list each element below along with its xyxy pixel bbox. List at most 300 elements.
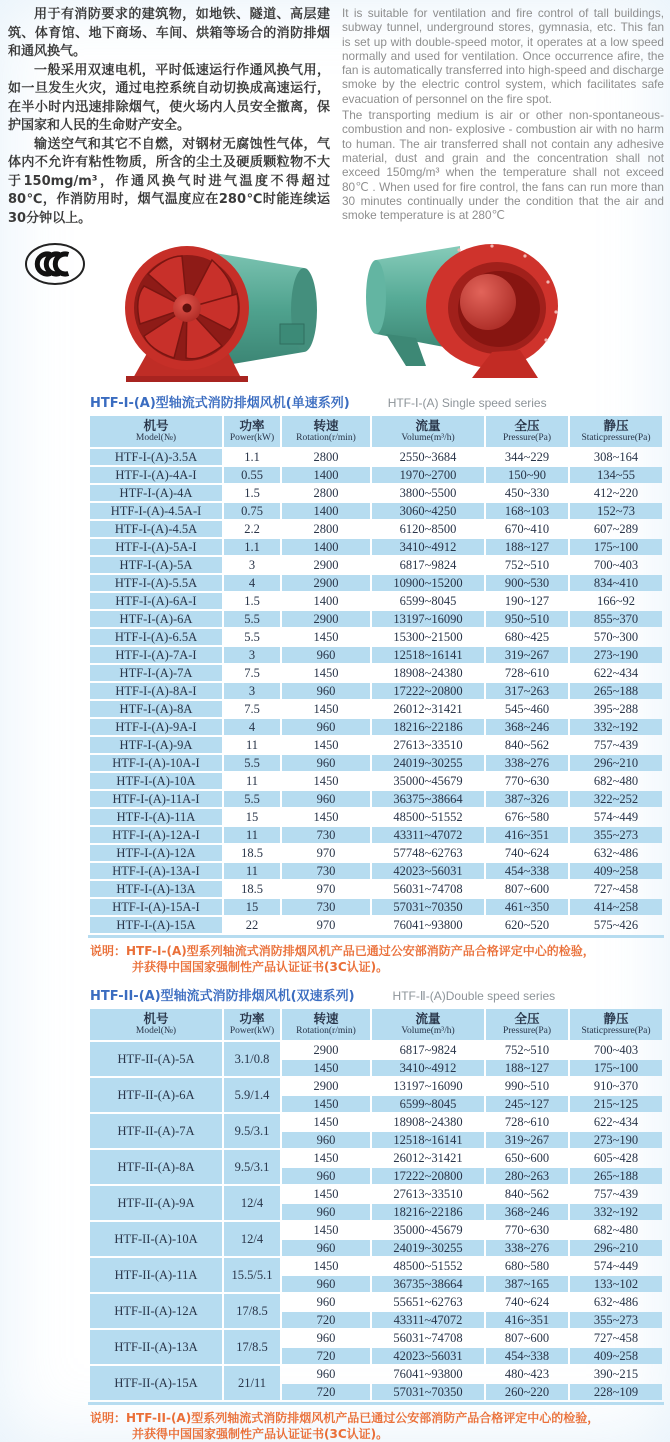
value-cell: 57031~70350 xyxy=(372,899,484,915)
value-cell: 960 xyxy=(316,1366,336,1381)
value-cell: 1450 xyxy=(313,1114,339,1129)
value-cell: 2900 xyxy=(313,557,339,572)
value-cell: 730 xyxy=(282,863,370,879)
value-cell: 2900 xyxy=(313,1042,339,1057)
value-cell: 834~410 xyxy=(570,575,662,591)
model-cell: HTF-I-(A)-5A xyxy=(90,557,222,573)
value-cell: 5.5 xyxy=(244,629,260,644)
value-cell: 770~630 xyxy=(504,1222,550,1237)
note-line: 并获得中国国家强制性产品认证证书(3C认证)。 xyxy=(132,1427,389,1441)
value-cell: 215~125 xyxy=(570,1096,662,1112)
value-cell: 168~103 xyxy=(486,503,568,519)
value-cell: 48500~51552 xyxy=(393,1258,463,1273)
value-cell: 27613~33510 xyxy=(393,1186,463,1201)
value-cell: 6599~8045 xyxy=(399,593,457,608)
value-cell: 76041~93800 xyxy=(393,917,463,932)
value-cell: 545~460 xyxy=(504,701,550,716)
column-header: 全压 Pressure(Pa) xyxy=(486,1009,568,1040)
value-cell: 3800~5500 xyxy=(399,485,457,500)
column-header: 机号 Model(№) xyxy=(90,1009,222,1040)
value-cell: 1.5 xyxy=(244,593,260,608)
value-cell: 11 xyxy=(245,773,259,788)
table-row xyxy=(90,521,662,537)
table-row xyxy=(90,557,662,573)
table2-caption-zh: HTF-II-(A)型轴流式消防排烟风机(双速系列) xyxy=(90,989,355,1004)
value-cell: 1450 xyxy=(313,665,339,680)
value-cell: 5.5 xyxy=(224,755,280,771)
table2-header xyxy=(90,1009,662,1040)
value-cell: 855~370 xyxy=(570,611,662,627)
value-cell: 5.5 xyxy=(224,611,280,627)
model-cell: HTF-I-(A)-4.5A-I xyxy=(90,503,222,519)
value-cell: 960 xyxy=(282,683,370,699)
intro-en-paragraph: It is suitable for ventilation and fire control of tall buildings, subway tunnel, underground stores, gymnasia, etc. This fan is set up with double-speed motor, it operates at a low speed normally and used for ventilation. Once occurrence afire, the fan is automatically transferred into high-speed and discharge smoke by the electric control system, which facilitates safe evacuation of personnel on the fire spot. xyxy=(342,6,664,106)
value-cell: 3 xyxy=(224,647,280,663)
intro-chinese xyxy=(8,6,330,228)
value-cell: 17222~20800 xyxy=(372,683,484,699)
value-cell: 409~258 xyxy=(570,863,662,879)
model-cell: HTF-I-(A)-10A xyxy=(90,773,222,789)
value-cell: 0.55 xyxy=(224,467,280,483)
value-cell: 574~449 xyxy=(593,809,639,824)
table-row xyxy=(90,467,662,483)
model-cell: HTF-I-(A)-6A xyxy=(90,611,222,627)
table-row xyxy=(90,845,662,861)
value-cell: 57031~70350 xyxy=(372,1384,484,1400)
value-cell: 605~428 xyxy=(593,1150,639,1165)
note-line: 说明：HTF-I-(A)型系列轴流式消防排烟风机产品已通过公安部消防产品合格评定中心的检验， xyxy=(90,944,595,958)
model-cell: HTF-I-(A)-7A-I xyxy=(90,647,222,663)
single-speed-section xyxy=(88,392,666,975)
value-cell: 960 xyxy=(316,1294,336,1309)
value-cell: 1.5 xyxy=(244,485,260,500)
table1-body xyxy=(90,449,662,933)
value-cell: 807~600 xyxy=(504,1330,550,1345)
value-cell: 355~273 xyxy=(570,827,662,843)
value-cell: 1450 xyxy=(282,1096,370,1112)
value-cell: 950~510 xyxy=(486,611,568,627)
table-row xyxy=(90,881,662,897)
table-row xyxy=(90,1078,662,1094)
value-cell: 840~562 xyxy=(504,737,550,752)
model-cell: HTF-I-(A)-12A xyxy=(90,845,222,861)
model-cell: HTF-II-(A)-11A xyxy=(90,1258,222,1292)
value-cell: 960 xyxy=(316,1330,336,1345)
value-cell: 2900 xyxy=(282,575,370,591)
table-row xyxy=(90,917,662,933)
fan-side-view-image xyxy=(360,234,565,382)
value-cell: 5.5 xyxy=(224,791,280,807)
value-cell: 12518~16141 xyxy=(372,647,484,663)
value-cell: 4 xyxy=(224,719,280,735)
value-cell: 1450 xyxy=(313,701,339,716)
value-cell: 11 xyxy=(224,863,280,879)
value-cell: 24019~30255 xyxy=(372,755,484,771)
power-cell: 21/11 xyxy=(224,1366,280,1400)
table-row xyxy=(90,899,662,915)
fan-front-view-image xyxy=(92,232,337,382)
column-header: 功率 Power(kW) xyxy=(224,1009,280,1040)
value-cell: 730 xyxy=(282,899,370,915)
value-cell: 0.75 xyxy=(224,503,280,519)
value-cell: 175~100 xyxy=(570,539,662,555)
table2-caption xyxy=(90,985,666,1004)
value-cell: 7.5 xyxy=(244,665,260,680)
model-cell: HTF-I-(A)-15A xyxy=(90,917,222,933)
value-cell: 461~350 xyxy=(486,899,568,915)
model-cell: HTF-II-(A)-15A xyxy=(90,1366,222,1400)
table-row xyxy=(90,1042,662,1058)
value-cell: 1400 xyxy=(282,503,370,519)
value-cell: 3410~4912 xyxy=(372,539,484,555)
value-cell: 319~267 xyxy=(486,1132,568,1148)
table-row xyxy=(90,1258,662,1274)
table-row xyxy=(90,593,662,609)
value-cell: 720 xyxy=(282,1384,370,1400)
value-cell: 188~127 xyxy=(486,1060,568,1076)
value-cell: 990~510 xyxy=(504,1078,550,1093)
table-row xyxy=(90,1330,662,1346)
model-cell: HTF-I-(A)-11A-I xyxy=(90,791,222,807)
power-cell: 17/8.5 xyxy=(224,1330,280,1364)
value-cell: 15 xyxy=(245,809,259,824)
power-cell: 5.9/1.4 xyxy=(224,1078,280,1112)
column-header: 机号 Model(№) xyxy=(90,416,222,447)
value-cell: 273~190 xyxy=(570,1132,662,1148)
power-cell: 9.5/3.1 xyxy=(224,1150,280,1184)
value-cell: 960 xyxy=(282,755,370,771)
value-cell: 18908~24380 xyxy=(393,665,463,680)
table-row xyxy=(90,737,662,753)
model-cell: HTF-II-(A)-10A xyxy=(90,1222,222,1256)
model-cell: HTF-I-(A)-6.5A xyxy=(90,629,222,645)
value-cell: 607~289 xyxy=(593,521,639,536)
model-cell: HTF-II-(A)-13A xyxy=(90,1330,222,1364)
table1-caption-zh: HTF-I-(A)型轴流式消防排烟风机(单速系列) xyxy=(90,396,350,411)
table-row xyxy=(90,683,662,699)
double-speed-table xyxy=(88,1007,664,1402)
value-cell: 1400 xyxy=(313,593,339,608)
value-cell: 228~109 xyxy=(570,1384,662,1400)
model-cell: HTF-I-(A)-5A-I xyxy=(90,539,222,555)
value-cell: 960 xyxy=(282,719,370,735)
value-cell: 2900 xyxy=(282,611,370,627)
value-cell: 676~580 xyxy=(504,809,550,824)
table-row xyxy=(90,1150,662,1166)
value-cell: 970 xyxy=(316,917,336,932)
table-row xyxy=(90,827,662,843)
value-cell: 740~624 xyxy=(504,1294,550,1309)
value-cell: 757~439 xyxy=(593,737,639,752)
note-line: 说明：HTF-II-(A)型系列轴流式消防排烟风机产品已通过公安部消防产品合格评定中心的检验， xyxy=(90,1411,600,1425)
value-cell: 670~410 xyxy=(504,521,550,536)
table-row xyxy=(90,575,662,591)
value-cell: 1400 xyxy=(282,467,370,483)
table-row xyxy=(90,863,662,879)
value-cell: 18216~22186 xyxy=(372,719,484,735)
table-row xyxy=(90,773,662,789)
value-cell: 35000~45679 xyxy=(393,1222,463,1237)
intro-en-paragraph: The transporting medium is air or other non-spontaneous-combustion and non- explosive - combustion air with no harm to human. The air transferred shall not contain any adhesive material, dust and grain and the concentration shall not exceed 150mg/m³ when the temperature shall not exceed 80℃ . When used for fire control, the fans can run more than 30 minutes continually under the condition that the air and smoke temperature is at 280℃ xyxy=(342,108,664,223)
value-cell: 27613~33510 xyxy=(393,737,463,752)
value-cell: 960 xyxy=(282,1276,370,1292)
value-cell: 76041~93800 xyxy=(393,1366,463,1381)
intro-zh-paragraph: 用于有消防要求的建筑物，如地铁、隧道、高层建筑、体育馆、地下商场、车间、烘箱等场合的消防排烟和通风换气。 xyxy=(8,7,330,59)
value-cell: 280~263 xyxy=(486,1168,568,1184)
table-row xyxy=(90,449,662,465)
value-cell: 622~434 xyxy=(593,1114,639,1129)
column-header: 转速 Rotation(r/min) xyxy=(282,1009,370,1040)
value-cell: 319~267 xyxy=(486,647,568,663)
value-cell: 133~102 xyxy=(570,1276,662,1292)
value-cell: 757~439 xyxy=(593,1186,639,1201)
value-cell: 682~480 xyxy=(593,773,639,788)
value-cell: 900~530 xyxy=(486,575,568,591)
model-cell: HTF-I-(A)-6A-I xyxy=(90,593,222,609)
value-cell: 728~610 xyxy=(504,665,550,680)
model-cell: HTF-I-(A)-15A-I xyxy=(90,899,222,915)
value-cell: 620~520 xyxy=(504,917,550,932)
value-cell: 6599~8045 xyxy=(372,1096,484,1112)
value-cell: 2800 xyxy=(313,485,339,500)
value-cell: 26012~31421 xyxy=(393,1150,463,1165)
intro-zh-paragraph: 输送空气和其它不自燃，对钢材无腐蚀性气体，气体内不允许有粘性物质，所含的尘土及硬质颗粒物不大于150mg/m³，作通风换气时进气温度不得超过80℃，作消防用时，烟气温度应在280℃时能连续运30分钟以上。 xyxy=(8,136,330,226)
value-cell: 3 xyxy=(248,557,256,572)
value-cell: 188~127 xyxy=(486,539,568,555)
value-cell: 574~449 xyxy=(593,1258,639,1273)
model-cell: HTF-II-(A)-12A xyxy=(90,1294,222,1328)
model-cell: HTF-I-(A)-13A xyxy=(90,881,222,897)
value-cell: 175~100 xyxy=(570,1060,662,1076)
model-cell: HTF-I-(A)-9A xyxy=(90,737,222,753)
value-cell: 960 xyxy=(282,647,370,663)
value-cell: 700~403 xyxy=(593,1042,639,1057)
value-cell: 416~351 xyxy=(486,1312,568,1328)
value-cell: 960 xyxy=(282,1204,370,1220)
value-cell: 700~403 xyxy=(593,557,639,572)
value-cell: 960 xyxy=(282,1168,370,1184)
value-cell: 840~562 xyxy=(504,1186,550,1201)
table-row xyxy=(90,1114,662,1130)
value-cell: 450~330 xyxy=(504,485,550,500)
value-cell: 7.5 xyxy=(244,701,260,716)
value-cell: 6120~8500 xyxy=(399,521,457,536)
value-cell: 395~288 xyxy=(593,701,639,716)
table-row xyxy=(90,1294,662,1310)
value-cell: 18.5 xyxy=(241,881,263,896)
value-cell: 1450 xyxy=(313,1258,339,1273)
column-header: 转速 Rotation(r/min) xyxy=(282,416,370,447)
value-cell: 680~580 xyxy=(504,1258,550,1273)
table1-note xyxy=(90,943,666,975)
model-cell: HTF-II-(A)-6A xyxy=(90,1078,222,1112)
value-cell: 24019~30255 xyxy=(372,1240,484,1256)
table-row xyxy=(90,503,662,519)
value-cell: 730 xyxy=(282,827,370,843)
model-cell: HTF-II-(A)-8A xyxy=(90,1150,222,1184)
value-cell: 296~210 xyxy=(570,755,662,771)
value-cell: 190~127 xyxy=(504,593,550,608)
model-cell: HTF-II-(A)-9A xyxy=(90,1186,222,1220)
value-cell: 166~92 xyxy=(596,593,635,608)
header-row xyxy=(90,1009,662,1040)
single-speed-table xyxy=(88,414,664,935)
table-row xyxy=(90,701,662,717)
value-cell: 412~220 xyxy=(593,485,639,500)
value-cell: 720 xyxy=(282,1348,370,1364)
model-cell: HTF-I-(A)-4A xyxy=(90,485,222,501)
value-cell: 1.1 xyxy=(244,449,260,464)
ccc-certification-icon xyxy=(22,240,88,288)
table-row xyxy=(90,755,662,771)
value-cell: 6817~9824 xyxy=(399,557,457,572)
value-cell: 57748~62763 xyxy=(393,845,463,860)
value-cell: 55651~62763 xyxy=(393,1294,463,1309)
value-cell: 2550~3684 xyxy=(399,449,457,464)
value-cell: 43311~47072 xyxy=(372,827,484,843)
value-cell: 1450 xyxy=(313,629,339,644)
value-cell: 56031~74708 xyxy=(393,1330,463,1345)
value-cell: 13197~16090 xyxy=(372,611,484,627)
value-cell: 273~190 xyxy=(570,647,662,663)
value-cell: 134~55 xyxy=(570,467,662,483)
value-cell: 152~73 xyxy=(570,503,662,519)
value-cell: 1450 xyxy=(313,737,339,752)
value-cell: 3 xyxy=(224,683,280,699)
column-header: 静压 Staticpressure(Pa) xyxy=(570,1009,662,1040)
model-cell: HTF-I-(A)-3.5A xyxy=(90,449,222,465)
value-cell: 42023~56031 xyxy=(372,863,484,879)
column-header: 功率 Power(kW) xyxy=(224,416,280,447)
model-cell: HTF-I-(A)-7A xyxy=(90,665,222,681)
value-cell: 960 xyxy=(282,1240,370,1256)
value-cell: 368~246 xyxy=(486,1204,568,1220)
table-row xyxy=(90,1186,662,1202)
value-cell: 682~480 xyxy=(593,1222,639,1237)
value-cell: 13197~16090 xyxy=(393,1078,463,1093)
value-cell: 17222~20800 xyxy=(372,1168,484,1184)
note-line: 并获得中国国家强制性产品认证证书(3C认证)。 xyxy=(132,960,389,974)
header-row xyxy=(90,416,662,447)
value-cell: 575~426 xyxy=(593,917,639,932)
model-cell: HTF-I-(A)-4A-I xyxy=(90,467,222,483)
value-cell: 245~127 xyxy=(486,1096,568,1112)
product-images-row xyxy=(0,232,670,382)
value-cell: 260~220 xyxy=(486,1384,568,1400)
value-cell: 48500~51552 xyxy=(393,809,463,824)
column-header: 静压 Staticpressure(Pa) xyxy=(570,416,662,447)
value-cell: 15 xyxy=(224,899,280,915)
table-row xyxy=(90,611,662,627)
power-cell: 12/4 xyxy=(224,1186,280,1220)
value-cell: 910~370 xyxy=(593,1078,639,1093)
value-cell: 622~434 xyxy=(593,665,639,680)
value-cell: 332~192 xyxy=(570,1204,662,1220)
model-cell: HTF-I-(A)-9A-I xyxy=(90,719,222,735)
power-cell: 15.5/5.1 xyxy=(224,1258,280,1292)
model-cell: HTF-I-(A)-8A xyxy=(90,701,222,717)
value-cell: 770~630 xyxy=(504,773,550,788)
value-cell: 2800 xyxy=(313,449,339,464)
value-cell: 727~458 xyxy=(593,1330,639,1345)
value-cell: 18.5 xyxy=(241,845,263,860)
value-cell: 1450 xyxy=(313,1186,339,1201)
table-row xyxy=(90,539,662,555)
value-cell: 308~164 xyxy=(593,449,639,464)
value-cell: 1400 xyxy=(282,539,370,555)
value-cell: 632~486 xyxy=(593,845,639,860)
power-cell: 3.1/0.8 xyxy=(224,1042,280,1076)
table2-body xyxy=(90,1042,662,1400)
table1-underline xyxy=(88,935,664,938)
value-cell: 728~610 xyxy=(504,1114,550,1129)
value-cell: 36735~38664 xyxy=(372,1276,484,1292)
value-cell: 960 xyxy=(282,1132,370,1148)
table-row xyxy=(90,665,662,681)
model-cell: HTF-I-(A)-12A-I xyxy=(90,827,222,843)
value-cell: 387~165 xyxy=(486,1276,568,1292)
value-cell: 338~276 xyxy=(486,1240,568,1256)
intro-zh-paragraph: 一般采用双速电机，平时低速运行作通风换气用，如一旦发生火灾，通过电控系统自动切换成高速运行，在半小时内迅速排除烟气，使火场内人员安全撤离，保护国家和人民的生命财产安全。 xyxy=(8,62,330,133)
value-cell: 970 xyxy=(316,881,336,896)
value-cell: 18908~24380 xyxy=(393,1114,463,1129)
column-header: 全压 Pressure(Pa) xyxy=(486,416,568,447)
intro-english xyxy=(342,6,664,228)
model-cell: HTF-I-(A)-4.5A xyxy=(90,521,222,537)
table1-caption xyxy=(90,392,666,411)
value-cell: 3060~4250 xyxy=(372,503,484,519)
value-cell: 2.2 xyxy=(244,521,260,536)
value-cell: 4 xyxy=(224,575,280,591)
value-cell: 650~600 xyxy=(504,1150,550,1165)
value-cell: 727~458 xyxy=(593,881,639,896)
value-cell: 1450 xyxy=(313,1222,339,1237)
value-cell: 570~300 xyxy=(593,629,639,644)
value-cell: 454~338 xyxy=(486,863,568,879)
value-cell: 454~338 xyxy=(486,1348,568,1364)
value-cell: 416~351 xyxy=(486,827,568,843)
value-cell: 296~210 xyxy=(570,1240,662,1256)
value-cell: 18216~22186 xyxy=(372,1204,484,1220)
table2-underline xyxy=(88,1402,664,1405)
model-cell: HTF-II-(A)-5A xyxy=(90,1042,222,1076)
model-cell: HTF-I-(A)-10A-I xyxy=(90,755,222,771)
table1-header xyxy=(90,416,662,447)
value-cell: 150~90 xyxy=(486,467,568,483)
table-row xyxy=(90,1222,662,1238)
model-cell: HTF-I-(A)-13A-I xyxy=(90,863,222,879)
column-header: 流量 Volume(m³/h) xyxy=(372,1009,484,1040)
table-row xyxy=(90,629,662,645)
value-cell: 680~425 xyxy=(504,629,550,644)
column-header: 流量 Volume(m³/h) xyxy=(372,416,484,447)
double-speed-section xyxy=(88,985,666,1442)
value-cell: 3410~4912 xyxy=(372,1060,484,1076)
model-cell: HTF-I-(A)-5.5A xyxy=(90,575,222,591)
value-cell: 11 xyxy=(224,827,280,843)
value-cell: 6817~9824 xyxy=(399,1042,457,1057)
value-cell: 1970~2700 xyxy=(372,467,484,483)
value-cell: 12518~16141 xyxy=(372,1132,484,1148)
value-cell: 1450 xyxy=(313,809,339,824)
value-cell: 970 xyxy=(316,845,336,860)
value-cell: 344~229 xyxy=(504,449,550,464)
value-cell: 322~252 xyxy=(570,791,662,807)
value-cell: 752~510 xyxy=(504,1042,550,1057)
table-row xyxy=(90,791,662,807)
intro-section xyxy=(0,0,670,228)
value-cell: 1450 xyxy=(282,1060,370,1076)
